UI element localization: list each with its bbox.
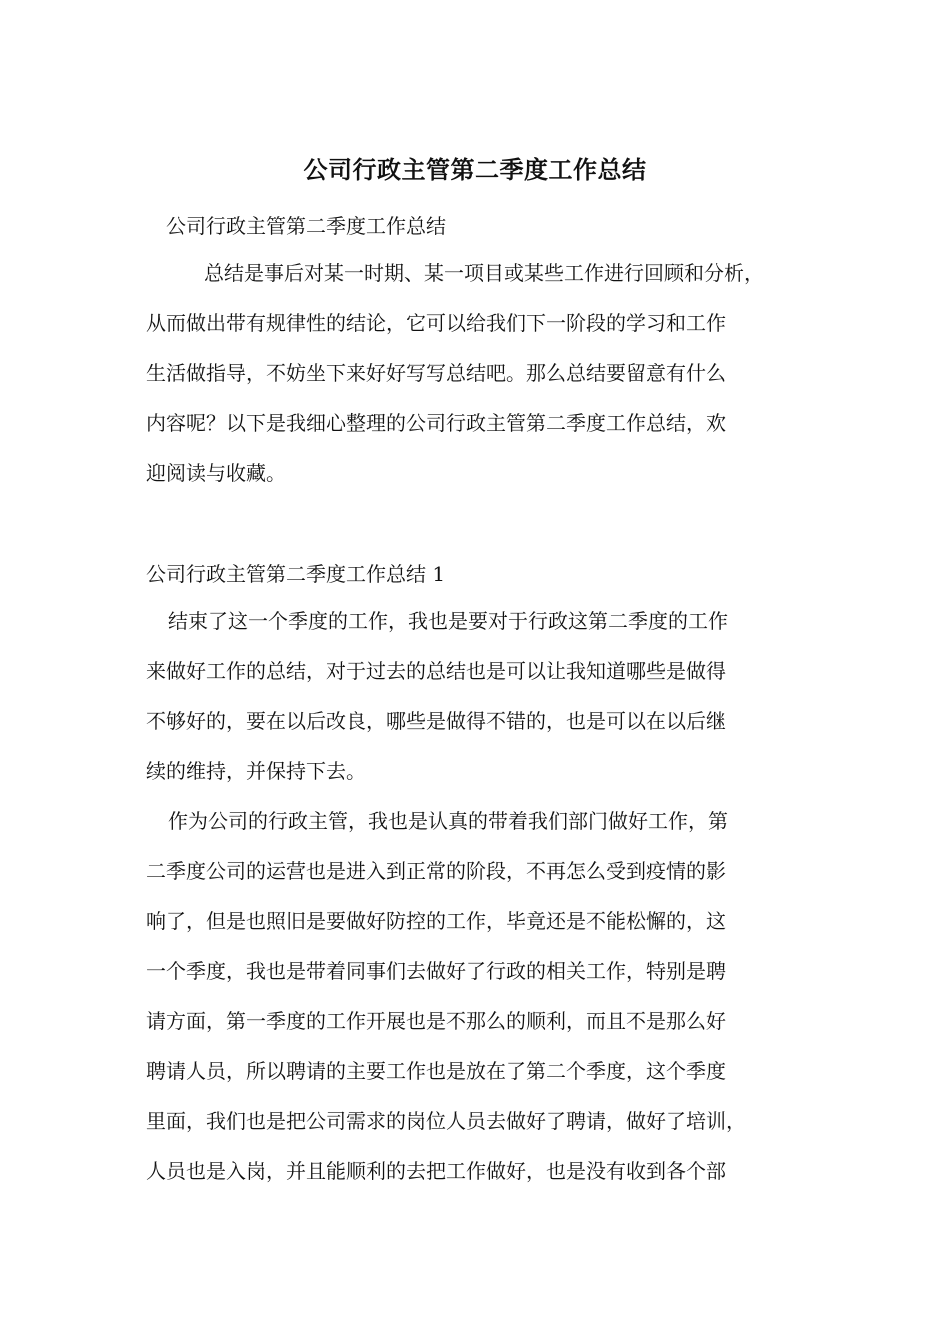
document-title: 公司行政主管第二季度工作总结 <box>303 155 647 184</box>
paragraph-line: 聘请人员，所以聘请的主要工作也是放在了第二个季度，这个季度 <box>146 1059 726 1083</box>
paragraph-line: 里面，我们也是把公司需求的岗位人员去做好了聘请，做好了培训， <box>146 1109 746 1133</box>
document-subtitle: 公司行政主管第二季度工作总结 <box>166 214 446 238</box>
intro-paragraph <box>146 248 836 498</box>
paragraph-line: 结束了这一个季度的工作，我也是要对于行政这第二季度的工作 <box>168 609 728 633</box>
paragraph-line: 迎阅读与收藏。 <box>146 461 286 485</box>
paragraph-line: 续的维持，并保持下去。 <box>146 759 366 783</box>
paragraph-line: 请方面，第一季度的工作开展也是不那么的顺利，而且不是那么好 <box>146 1009 726 1033</box>
paragraph-line: 总结是事后对某一时期、某一项目或某些工作进行回顾和分析， <box>204 261 764 285</box>
paragraph-line: 响了，但是也照旧是要做好防控的工作，毕竟还是不能松懈的，这 <box>146 909 726 933</box>
paragraph-line: 内容呢？以下是我细心整理的公司行政主管第二季度工作总结，欢 <box>146 411 726 435</box>
section-heading: 公司行政主管第二季度工作总结 1 <box>146 562 446 586</box>
paragraph-line: 一个季度，我也是带着同事们去做好了行政的相关工作，特别是聘 <box>146 959 726 983</box>
paragraph-line: 从而做出带有规律性的结论，它可以给我们下一阶段的学习和工作 <box>146 311 726 335</box>
paragraph-line: 生活做指导，不妨坐下来好好写写总结吧。那么总结要留意有什么 <box>146 361 726 385</box>
paragraph-line: 人员也是入岗，并且能顺利的去把工作做好，也是没有收到各个部 <box>146 1159 726 1183</box>
paragraph-line: 二季度公司的运营也是进入到正常的阶段，不再怎么受到疫情的影 <box>146 859 726 883</box>
body-paragraph-1 <box>146 596 836 796</box>
paragraph-line: 作为公司的行政主管，我也是认真的带着我们部门做好工作，第 <box>168 809 728 833</box>
paragraph-line: 来做好工作的总结，对于过去的总结也是可以让我知道哪些是做得 <box>146 659 726 683</box>
body-paragraph-2 <box>146 796 836 1196</box>
paragraph-line: 不够好的，要在以后改良，哪些是做得不错的，也是可以在以后继 <box>146 709 726 733</box>
